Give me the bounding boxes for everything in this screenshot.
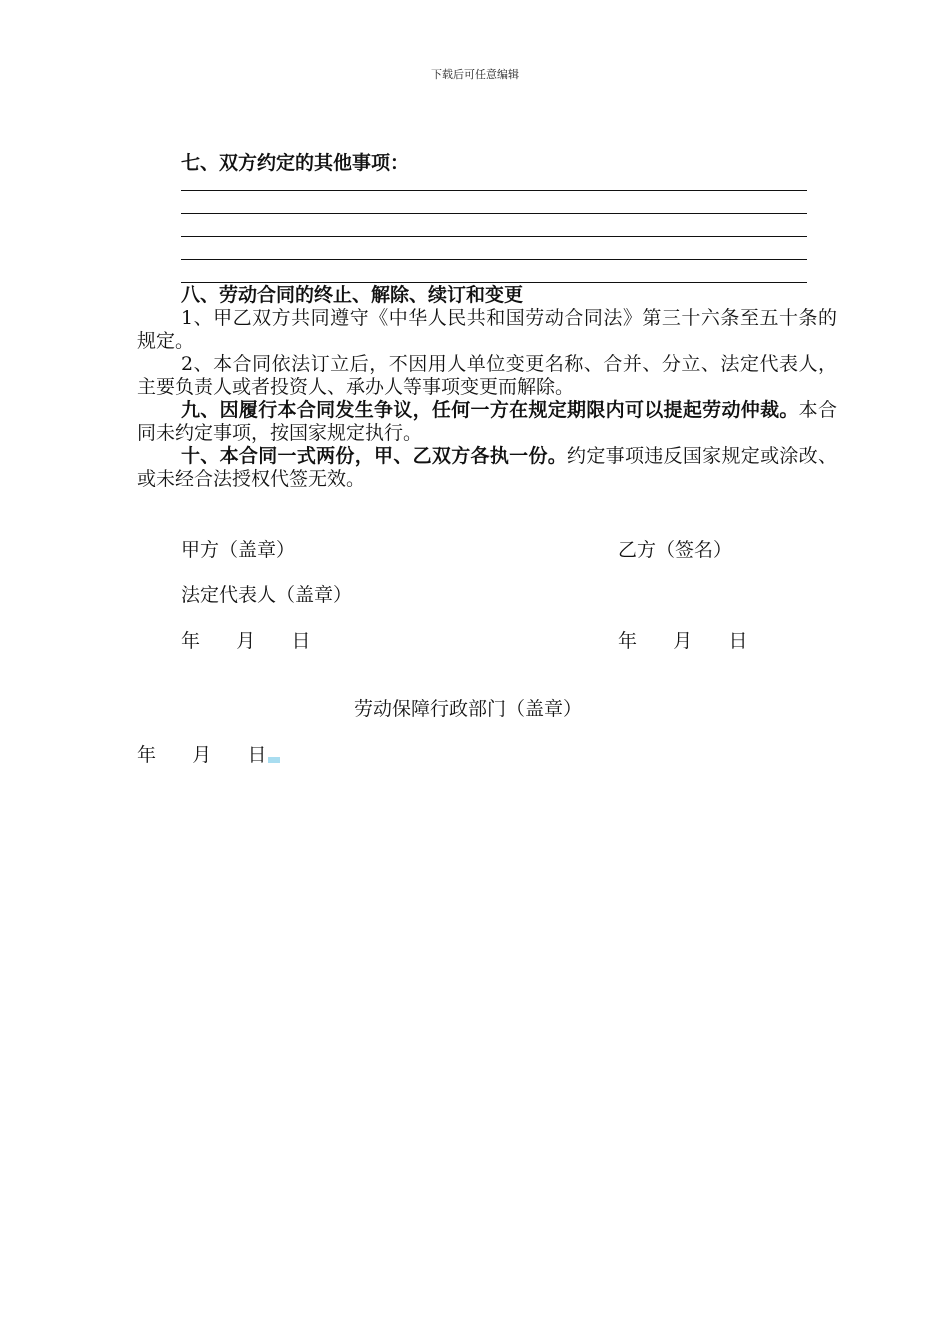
blank-line-4 bbox=[181, 259, 807, 260]
blank-line-2 bbox=[181, 213, 807, 214]
party-b-label: 乙方（签名） bbox=[618, 539, 733, 561]
section-10 bbox=[137, 445, 837, 491]
blank-line-5 bbox=[181, 282, 807, 283]
party-a-date: 年 月 日 bbox=[181, 630, 311, 652]
section-9 bbox=[137, 399, 837, 445]
blank-line-3 bbox=[181, 236, 807, 237]
section-8-title: 八、劳动合同的终止、解除、续订和变更 bbox=[181, 284, 524, 306]
labor-dept-label: 劳动保障行政部门（盖章） bbox=[354, 698, 583, 720]
legal-rep-label: 法定代表人（盖章） bbox=[181, 584, 353, 606]
page-header: 下载后可任意编辑 bbox=[431, 68, 519, 81]
party-a-label: 甲方（盖章） bbox=[181, 539, 296, 561]
text-cursor-mark bbox=[268, 757, 280, 763]
section-10-normal: 约定事项违反国家规定或涂改、或未经合法授权代签无效。 bbox=[137, 445, 837, 490]
labor-dept-date: 年 月 日 bbox=[137, 744, 267, 766]
section-7-title: 七、双方约定的其他事项： bbox=[181, 152, 410, 174]
section-9-bold: 九、因履行本合同发生争议，任何一方在规定期限内可以提起劳动仲裁。 bbox=[181, 399, 799, 421]
section-8-item-2: 2、本合同依法订立后，不因用人单位变更名称、合并、分立、法定代表人，主要负责人或者投资人、承办人等事项变更而解除。 bbox=[137, 353, 837, 398]
section-9-normal: 本合同未约定事项，按国家规定执行。 bbox=[137, 399, 837, 444]
section-10-bold: 十、本合同一式两份，甲、乙双方各执一份。 bbox=[181, 445, 568, 467]
section-8-item-1: 1、甲乙双方共同遵守《中华人民共和国劳动合同法》第三十六条至五十条的规定。 bbox=[137, 307, 837, 352]
labor-dept-date-row bbox=[137, 740, 280, 767]
party-b-date: 年 月 日 bbox=[618, 630, 748, 652]
blank-line-1 bbox=[181, 190, 807, 191]
contract-body bbox=[137, 284, 837, 491]
